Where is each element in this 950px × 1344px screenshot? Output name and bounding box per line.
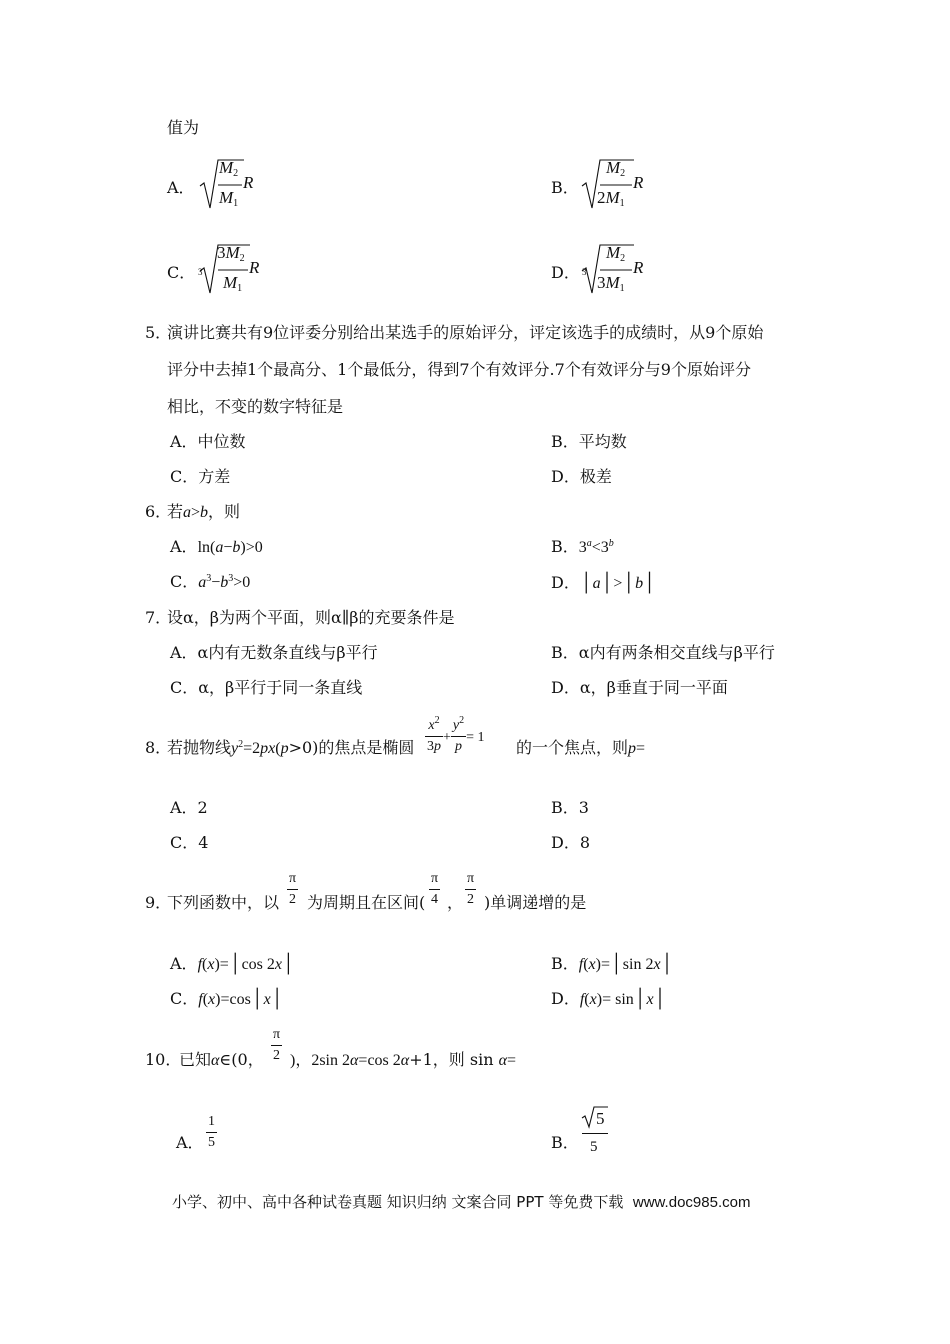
q7-option-a: A．α内有无数条直线与β平行 [170,643,378,662]
q5-stem-line3: 相比，不变的数字特征是 [167,397,344,416]
q8-option-b: B．3 [551,798,589,817]
footer-text: 小学、初中、高中各种试卷真题 知识归纳 文案合同 PPT 等免费下载 [172,1193,624,1211]
q10-option-a-fraction: $\frac{1}{5}$ [206,1112,217,1153]
q5-option-c: C．方差 [170,467,231,486]
q8-option-d: D．8 [551,833,591,852]
q4-d-num: $M_2$ [606,243,626,264]
q4-c-r: R [249,258,260,277]
footer-banner [172,1191,750,1212]
q9-option-b: B．f(x)=│sin 2x│ [551,953,674,973]
q4-d-den: $3M_1$ [597,273,625,294]
q8-option-a: A．2 [170,798,208,817]
q7-option-c: C．α，β平行于同一条直线 [170,678,363,697]
q9-number: 9． [145,893,172,912]
q4-b-r: R [633,173,644,192]
q10-option-a-label: A． [176,1133,204,1152]
footer-url[interactable]: www.doc985.com [632,1194,751,1211]
q6-option-d: D．│a│>│b│ [551,572,656,592]
q10-option-b-label: B． [551,1133,579,1152]
q9-option-c: C．f(x)=cos│x│ [170,988,284,1008]
q5-number: 5． [145,323,172,342]
q5-stem-line1: 演讲比赛共有9位评委分别给出某选手的原始评分，评定该选手的成绩时，从9个原始 [167,323,764,342]
q4-d-r: R [633,258,644,277]
q6-option-b: B．$3^a<3^b$ [551,537,614,556]
q9-stem-post: )单调递增的是 [484,893,587,912]
q4-b-num: $M_2$ [606,158,626,179]
q9-option-d: D．f(x)= sin│x│ [551,988,667,1008]
q5-option-b: B．平均数 [551,432,627,451]
q4-b-den: $2M_1$ [597,188,625,209]
q10-fraction: $\frac{\pi}{2}$ [271,1025,282,1066]
q4-a-num: $M_2$ [219,158,239,179]
q5-stem-line2: 评分中去掉1个最高分、1个最低分，得到7个有效评分.7个有效评分与9个原始评分 [167,360,751,379]
q6-option-c: C．$a^3-b^3>0$ [170,572,251,591]
q9-comma: ， [447,893,464,912]
q4-c-root-index: 3 [198,267,203,277]
q9-period-fraction: $\frac{\pi}{2}$ [287,869,298,910]
q10-option-b-num: 5 [596,1109,605,1128]
q7-option-b: B．α内有两条相交直线与β平行 [551,643,775,662]
q4-c-num: $3M_2$ [217,243,245,264]
q8-number: 8． [145,738,172,757]
q7-option-d: D．α，β垂直于同一平面 [551,678,728,697]
q8-stem-post: 的一个焦点，则p= [516,738,646,757]
q4-a-r: R [243,173,254,192]
q4-option-d-label: D． [551,263,580,282]
q7-number: 7． [145,608,172,627]
q10-option-b-den: 5 [590,1139,598,1155]
q6-stem: 若a>b，则 [167,502,241,521]
q10-number: 10． [145,1050,182,1069]
q6-number: 6． [145,502,172,521]
q9-stem-pre: 下列函数中，以 [167,893,280,912]
q4-option-b-label: B． [551,178,579,197]
q9-interval-left: $\frac{\pi}{4}$ [429,869,440,910]
q6-option-a: A．ln(a−b)>0 [170,537,263,556]
q8-ellipse-equation: $\frac{x^2}{3p}$ + $\frac{y^2}{p}$ = 1 [425,716,485,757]
q9-stem-mid: 为周期且在区间( [307,893,426,912]
q9-option-a: A．f(x)=│cos 2x│ [170,953,295,973]
q10-stem-pre: 已知α∈(0， [179,1050,264,1069]
q10-stem-post: )，2sin 2α=cos 2α+1，则 sin α= [290,1050,517,1069]
q4-d-root-index: 3 [582,267,587,277]
q4-option-a-label: A． [167,178,195,197]
q8-stem-pre: 若抛物线$y^2=2px(p>0)$的焦点是椭圆 [167,738,415,757]
q4-continuation: 值为 [167,118,200,137]
q10-option-b-fraction-bar [582,1133,608,1134]
q8-option-c: C．4 [170,833,209,852]
q9-interval-right: $\frac{\pi}{2}$ [465,869,476,910]
q7-stem: 设α，β为两个平面，则α∥β的充要条件是 [167,608,455,627]
q4-c-den: $M_1$ [223,273,243,294]
q4-a-den: $M_1$ [219,188,239,209]
q5-option-d: D．极差 [551,467,612,486]
q5-option-a: A．中位数 [170,432,246,451]
q4-option-c-label: C． [167,263,196,282]
